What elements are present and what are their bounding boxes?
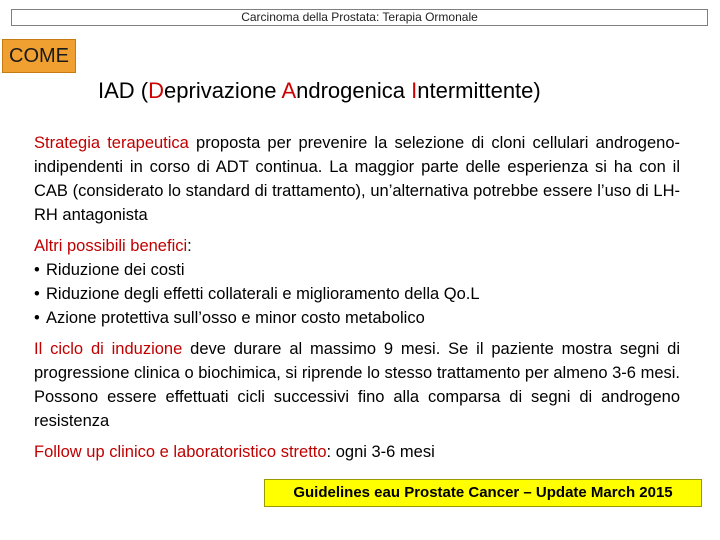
- paragraph-follow-up: [34, 440, 680, 464]
- follow-text: : ogni 3-6 mesi: [326, 443, 435, 461]
- paragraph-strategia: [34, 131, 680, 227]
- benefici-label: Altri possibili benefici: [34, 237, 188, 255]
- title-a: A: [281, 78, 297, 103]
- follow-label: Follow up clinico e laboratoristico stretto: [34, 443, 327, 461]
- list-item: [34, 282, 680, 306]
- bullet-text: Azione protettiva sull’osso e minor costo metabolico: [46, 309, 425, 327]
- slide-header: [11, 9, 708, 26]
- strategia-label: Strategia terapeutica: [34, 134, 189, 152]
- ciclo-text: deve durare al massimo 9 mesi. Se il paziente mostra segni di progressione clinica o biochimica, si riprende lo stesso trattamento per almeno 3-6 mesi. Possono essere effettuati cicli successivi fino alla comparsa di segni di androgeno resistenza: [34, 340, 681, 430]
- bullet-icon: •: [34, 285, 40, 303]
- list-item: [34, 306, 680, 330]
- title-i: I: [411, 78, 418, 103]
- come-badge-label: COME: [9, 45, 69, 67]
- title-d: D: [148, 78, 165, 103]
- bullet-icon: •: [34, 309, 40, 327]
- strategia-text: proposta per prevenire la selezione di cloni cellulari androgeno-indipendenti in corso di ADT continua. La maggior parte delle esperienza si ha con il CAB (considerato lo standard di trattamento), un’alternativa potrebbe essere l’uso di LH-RH antagonista: [34, 134, 680, 224]
- bullet-text: Riduzione degli effetti collaterali e miglioramento della Qo.L: [46, 285, 480, 303]
- paragraph-ciclo: [34, 337, 680, 433]
- slide-header-title: Carcinoma della Prostata: Terapia Ormonale: [241, 10, 478, 24]
- paragraph-benefici: [34, 234, 680, 258]
- slide-title: [98, 77, 541, 105]
- guidelines-citation-text: Guidelines eau Prostate Cancer – Update March 2015: [293, 484, 673, 501]
- title-a-rest: ndrogenica: [296, 78, 412, 103]
- slide-body: [34, 131, 680, 464]
- benefici-colon: :: [187, 237, 192, 255]
- bullet-text: Riduzione dei costi: [46, 261, 185, 279]
- title-prefix: IAD (: [98, 78, 149, 103]
- come-badge: [2, 39, 76, 73]
- title-i-rest: ntermittente): [417, 78, 541, 103]
- guidelines-citation: [264, 479, 702, 507]
- list-item: [34, 258, 680, 282]
- ciclo-label: Il ciclo di induzione: [34, 340, 183, 358]
- bullet-icon: •: [34, 261, 40, 279]
- title-d-rest: eprivazione: [164, 78, 282, 103]
